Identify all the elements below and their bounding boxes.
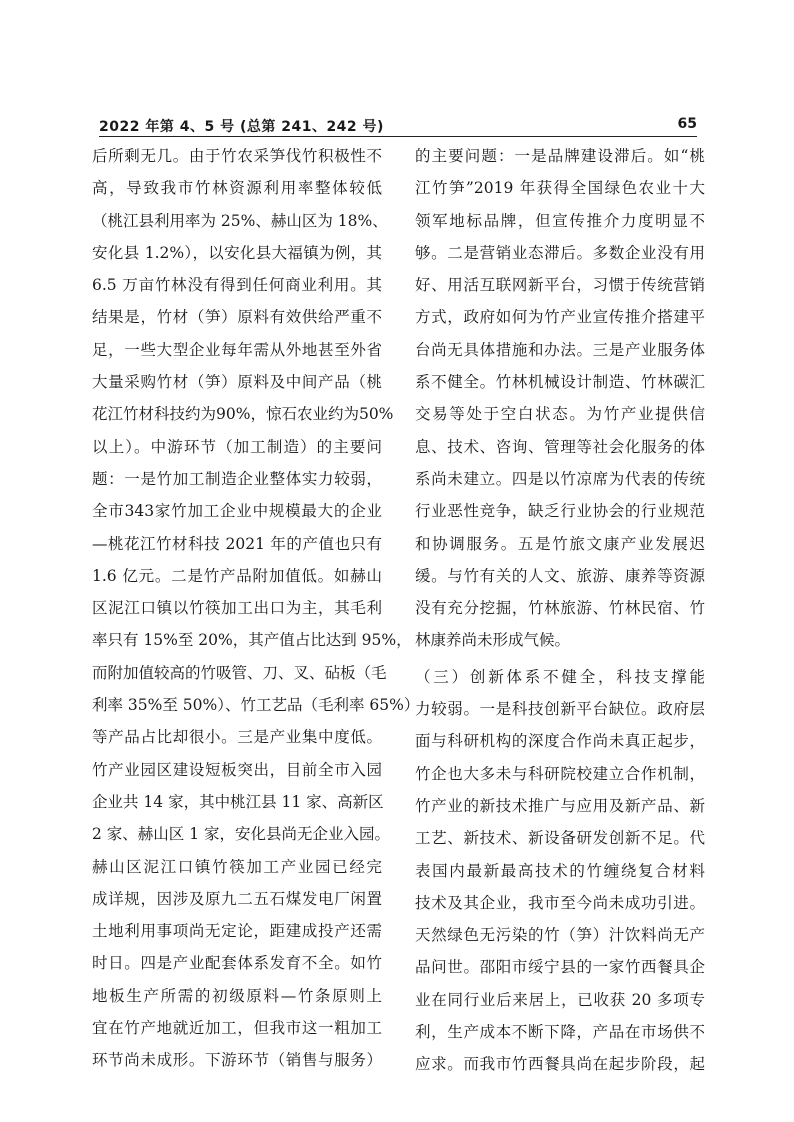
text-line: 宜在竹产地就近加工，但我市这一粗加工 [92,1019,382,1038]
text-line: 系不健全。竹林机械设计制造、竹林碳汇 [415,373,705,392]
text-line: 足，一些大型企业每年需从外地甚至外省 [92,340,382,359]
text-line: 天然绿色无污染的竹（笋）汁饮料尚无产 [415,926,705,945]
text-line: 大量采购竹材（笋）原料及中间产品（桃 [92,373,382,392]
text-line: 表国内最新最高技术的竹缠绕复合材料 [415,861,705,880]
text-line: 花江竹材科技约为90%，惊石农业约为50% [92,405,394,424]
text-line: 林康养尚未形成气候。 [415,631,571,650]
text-line: 竹产业园区建设短板突出，目前全市入园 [92,760,382,779]
text-line: 竹企也大多未与科研院校建立合作机制， [415,764,705,783]
text-line: 没有充分挖掘，竹林旅游、竹林民宿、竹 [415,599,705,618]
text-line: 江竹笋”2019 年获得全国绿色农业十大 [415,179,705,198]
text-line: 力较弱。一是科技创新平台缺位。政府层 [415,700,705,719]
text-line: 率只有 15%至 20%，其产值占比达到 95%， [92,631,412,650]
text-line: 企业共 14 家，其中桃江县 11 家、高新区 [92,792,384,811]
text-line: 土地利用事项尚无定论，距建成投产还需 [92,922,382,941]
text-line: 好、用活互联网新平台，习惯于传统营销 [415,276,705,295]
section-heading-line: （三）创新体系不健全，科技支撑能 [415,667,705,686]
text-line: 业在同行业后来居上，已收获 20 多项专 [415,990,705,1009]
left-column [92,140,420,1077]
text-line: 以上）。中游环节（加工制造）的主要问 [92,437,382,456]
text-line: 应求。而我市竹西餐具尚在起步阶段，起 [415,1055,705,1074]
text-line: 利，生产成本不断下降，产品在市场供不 [415,1023,705,1042]
text-line: 行业恶性竞争，缺乏行业协会的行业规范 [415,502,705,521]
text-line: 方式，政府如何为竹产业宣传推介搭建平 [415,308,705,327]
text-line: 的主要问题：一是品牌建设滞后。如“桃 [415,147,705,165]
text-line: 技术及其企业，我市至今尚未成功引进。 [415,893,705,912]
text-line: 面与科研机构的深度合作尚未真正起步， [415,732,705,751]
text-line: （桃江县利用率为 25%、赫山区为 18%、 [92,211,388,230]
text-line: 工艺、新技术、新设备研发创新不足。代 [415,829,705,848]
text-line: 全市343家竹加工企业中规模最大的企业 [92,502,382,521]
text-line: 时日。四是产业配套体系发育不全。如竹 [92,954,382,973]
text-line: 区泥江口镇以竹筷加工出口为主，其毛利 [92,599,382,618]
text-line: 赫山区泥江口镇竹筷加工产业园已经完 [92,857,382,876]
text-line: 利率 35%至 50%）、竹工艺品（毛利率 65%） [92,696,420,715]
text-line: 竹产业的新技术推广与应用及新产品、新 [415,796,705,815]
text-line: 交易等处于空白状态。为竹产业提供信 [415,405,705,424]
text-line: —桃花江竹材科技 2021 年的产值也只有 [92,534,382,553]
text-line: 结果是，竹材（笋）原料有效供给严重不 [92,308,382,327]
text-line: 够。二是营销业态滞后。多数企业没有用 [415,243,705,262]
text-line: 而附加值较高的竹吸管、刀、叉、砧板（毛 [92,663,387,682]
text-line: 题：一是竹加工制造企业整体实力较弱， [92,469,382,488]
text-line: 和协调服务。五是竹旅文康产业发展迟 [415,534,705,553]
issue-info: 2022 年第 4、5 号 (总第 241、242 号) [99,119,384,135]
right-column [415,140,705,1081]
text-line: 领军地标品牌，但宣传推介力度明显不 [415,211,705,230]
text-line: 缓。与竹有关的人文、旅游、康养等资源 [415,566,705,585]
text-line: 2 家、赫山区 1 家，安化县尚无企业入园。 [92,825,391,844]
text-line: 6.5 万亩竹林没有得到任何商业利用。其 [92,276,382,295]
text-line: 高，导致我市竹林资源利用率整体较低 [92,179,382,198]
text-line: 环节尚未成形。下游环节（销售与服务） [92,1051,382,1070]
text-line: 成详规，因涉及原九二五石煤发电厂闲置 [92,889,382,908]
page-number: 65 [677,116,697,132]
text-line: 地板生产所需的初级原料—竹条原则上 [92,986,382,1005]
text-line: 安化县 1.2%），以安化县大福镇为例，其 [92,243,382,262]
text-line: 品问世。邵阳市绥宁县的一家竹西餐具企 [415,958,705,977]
text-line: 等产品占比却很小。三是产业集中度低。 [92,728,382,747]
running-header [99,114,697,137]
text-line: 1.6 亿元。二是竹产品附加值低。如赫山 [92,566,382,585]
text-line: 系尚未建立。四是以竹凉席为代表的传统 [415,469,705,488]
text-line: 后所剩无几。由于竹农采笋伐竹积极性不 [92,147,382,165]
text-line: 台尚无具体措施和办法。三是产业服务体 [415,340,705,359]
text-line: 息、技术、咨询、管理等社会化服务的体 [415,437,705,456]
